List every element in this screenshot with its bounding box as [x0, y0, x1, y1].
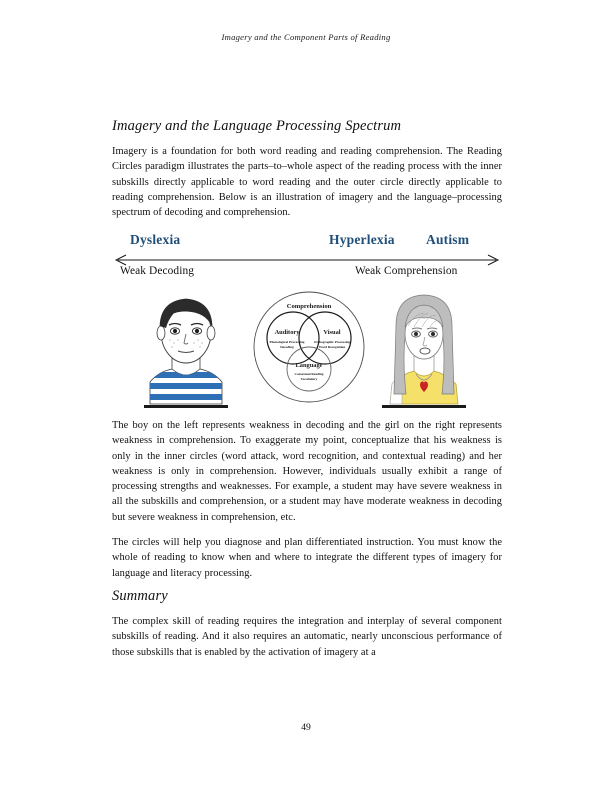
spectrum-label-autism: Autism	[426, 232, 470, 247]
discussion-block	[112, 418, 502, 581]
spectrum-label-weak-comprehension: Weak Comprehension	[355, 265, 458, 277]
page-number: 49	[301, 722, 311, 733]
venn-sublabel-visual-1: Orthographic Processing	[313, 340, 351, 344]
venn-sublabel-auditory-1: Phonological Processing	[269, 340, 305, 344]
venn-label-language: Language	[295, 362, 323, 369]
reading-circles-venn-diagram	[250, 286, 368, 408]
spectrum-top-labels	[112, 232, 502, 251]
spectrum-label-weak-decoding: Weak Decoding	[120, 265, 195, 277]
discussion-paragraph-1: The boy on the left represents weakness in decoding and the girl on the right represents weakness in comprehension. To exaggerate my point, conceptualize that his weakness is only in the inner circles (word attack, word recognition, and contextual reading) and her weakness is only in comprehension. However, individuals usually exhibit a range of processing strengths and weaknesses. For example, a student may have severe weakness in all the subskills and comprehension, or a student may have moderate weakness in decoding but severe weakness in comprehension, etc.	[112, 420, 502, 523]
venn-outer-label: Comprehension	[286, 303, 332, 310]
reading-circles-figure	[112, 286, 502, 410]
spectrum-label-hyperlexia: Hyperlexia	[329, 232, 395, 247]
venn-label-visual: Visual	[323, 329, 341, 336]
intro-paragraph: Imagery is a foundation for both word reading and reading comprehension. The Reading Circles paradigm illustrates the parts–to–whole aspect of the reading process with the inner subskills directly applicable to word reading and the outer circle directly applicable to reading comprehension. Below is an illustration of imagery and the language–processing spectrum of decoding and comprehension.	[112, 146, 502, 219]
discussion-paragraph-2: The circles will help you diagnose and plan differentiated instruction. You must know the whole of reading to know when and where to integrate the different types of imagery for language and literacy processing.	[112, 537, 502, 579]
running-head: Imagery and the Component Parts of Reading	[221, 32, 391, 42]
section-intro-block	[112, 118, 502, 220]
spectrum-label-dyslexia: Dyslexia	[130, 232, 181, 247]
venn-sublabel-visual-2: Word Recognition	[318, 345, 346, 349]
summary-block	[112, 588, 502, 660]
venn-sublabel-language-2: Vocabulary	[300, 377, 318, 381]
page-title: Imagery and the Language Processing Spectrum	[112, 118, 402, 134]
venn-sublabel-auditory-2: Decoding	[280, 345, 294, 349]
venn-sublabel-language-1: Contextual Reading	[294, 372, 324, 376]
summary-heading: Summary	[112, 588, 168, 604]
spectrum-bottom-labels	[112, 265, 502, 283]
language-processing-spectrum	[112, 232, 502, 284]
venn-label-auditory: Auditory	[274, 329, 300, 336]
girl-portrait-illustration	[372, 286, 476, 408]
summary-paragraph: The complex skill of reading requires the integration and interplay of several component subskills of reading. And it also requires an automatic, nearly unconscious performance of those subskills that is enabled by the activation of imagery at a	[112, 616, 502, 658]
boy-portrait-illustration	[134, 286, 238, 408]
